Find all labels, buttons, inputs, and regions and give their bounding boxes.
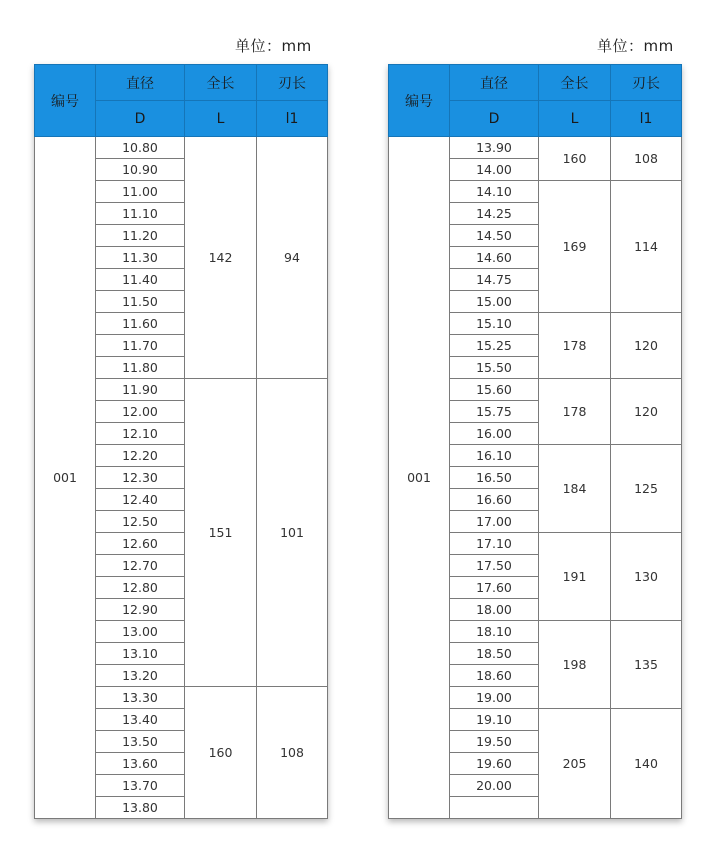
- diameter-cell: 18.60: [450, 665, 539, 687]
- header-diameter-symbol: D: [96, 101, 185, 137]
- diameter-cell: 12.60: [96, 533, 185, 555]
- diameter-cell: 15.50: [450, 357, 539, 379]
- diameter-cell: 12.40: [96, 489, 185, 511]
- header-id: 编号: [35, 65, 96, 137]
- diameter-cell: 18.00: [450, 599, 539, 621]
- spec-table-right: [388, 64, 682, 819]
- id-cell: 001: [35, 137, 96, 819]
- diameter-cell: 13.50: [96, 731, 185, 753]
- diameter-cell: 12.10: [96, 423, 185, 445]
- length-cell: 151: [185, 379, 257, 687]
- header-diameter: 直径: [96, 65, 185, 101]
- diameter-cell: 11.80: [96, 357, 185, 379]
- header-length-symbol: L: [185, 101, 257, 137]
- diameter-cell: 17.50: [450, 555, 539, 577]
- diameter-cell: 11.70: [96, 335, 185, 357]
- diameter-cell: 13.40: [96, 709, 185, 731]
- diameter-cell: 11.00: [96, 181, 185, 203]
- table-row: [35, 137, 328, 159]
- diameter-cell: 12.90: [96, 599, 185, 621]
- diameter-cell: 14.10: [450, 181, 539, 203]
- diameter-cell: 13.80: [96, 797, 185, 819]
- diameter-cell: 14.25: [450, 203, 539, 225]
- spec-table-left: [34, 64, 328, 819]
- blade-length-cell: 140: [611, 709, 682, 819]
- diameter-cell: 11.30: [96, 247, 185, 269]
- diameter-cell: 12.80: [96, 577, 185, 599]
- blade-length-cell: 130: [611, 533, 682, 621]
- diameter-cell: 15.75: [450, 401, 539, 423]
- length-cell: 169: [539, 181, 611, 313]
- table-body: [389, 137, 682, 819]
- blade-length-cell: 108: [257, 687, 328, 819]
- length-cell: 191: [539, 533, 611, 621]
- diameter-cell: 11.50: [96, 291, 185, 313]
- diameter-cell: 13.90: [450, 137, 539, 159]
- diameter-cell: 14.50: [450, 225, 539, 247]
- unit-label-right: 单位：mm: [597, 37, 674, 55]
- diameter-cell: 15.10: [450, 313, 539, 335]
- header-blade-symbol: l1: [257, 101, 328, 137]
- header-length: 全长: [539, 65, 611, 101]
- diameter-cell: 19.10: [450, 709, 539, 731]
- diameter-cell: 11.20: [96, 225, 185, 247]
- length-cell: 160: [539, 137, 611, 181]
- diameter-cell: 16.60: [450, 489, 539, 511]
- diameter-cell: 12.20: [96, 445, 185, 467]
- diameter-cell: 11.90: [96, 379, 185, 401]
- diameter-cell: 17.00: [450, 511, 539, 533]
- diameter-cell: 10.80: [96, 137, 185, 159]
- length-cell: 178: [539, 313, 611, 379]
- diameter-cell: 20.00: [450, 775, 539, 797]
- diameter-cell: 13.10: [96, 643, 185, 665]
- header-id: 编号: [389, 65, 450, 137]
- diameter-cell: 15.60: [450, 379, 539, 401]
- diameter-cell: 17.10: [450, 533, 539, 555]
- header-diameter-symbol: D: [450, 101, 539, 137]
- diameter-cell: 18.10: [450, 621, 539, 643]
- header-blade-length: 刃长: [257, 65, 328, 101]
- diameter-cell: 13.00: [96, 621, 185, 643]
- diameter-cell: 13.30: [96, 687, 185, 709]
- header-blade-symbol: l1: [611, 101, 682, 137]
- header-blade-length: 刃长: [611, 65, 682, 101]
- diameter-cell: 12.70: [96, 555, 185, 577]
- blade-length-cell: 120: [611, 379, 682, 445]
- diameter-cell: 16.50: [450, 467, 539, 489]
- diameter-cell: 19.50: [450, 731, 539, 753]
- diameter-cell: 11.10: [96, 203, 185, 225]
- diameter-cell: 17.60: [450, 577, 539, 599]
- diameter-cell: 15.00: [450, 291, 539, 313]
- diameter-cell: 16.10: [450, 445, 539, 467]
- diameter-cell: 19.60: [450, 753, 539, 775]
- blade-length-cell: 125: [611, 445, 682, 533]
- header-length: 全长: [185, 65, 257, 101]
- diameter-cell: 15.25: [450, 335, 539, 357]
- length-cell: 160: [185, 687, 257, 819]
- table-row: [389, 137, 682, 159]
- blade-length-cell: 114: [611, 181, 682, 313]
- diameter-cell: 10.90: [96, 159, 185, 181]
- blade-length-cell: 135: [611, 621, 682, 709]
- id-cell: 001: [389, 137, 450, 819]
- diameter-cell: 13.60: [96, 753, 185, 775]
- diameter-cell: 14.60: [450, 247, 539, 269]
- length-cell: 184: [539, 445, 611, 533]
- header-length-symbol: L: [539, 101, 611, 137]
- length-cell: 142: [185, 137, 257, 379]
- blade-length-cell: 94: [257, 137, 328, 379]
- diameter-cell: 18.50: [450, 643, 539, 665]
- table-body: [35, 137, 328, 819]
- unit-label-left: 单位：mm: [235, 37, 312, 55]
- diameter-cell: 12.30: [96, 467, 185, 489]
- length-cell: 178: [539, 379, 611, 445]
- length-cell: 205: [539, 709, 611, 819]
- diameter-cell: 11.60: [96, 313, 185, 335]
- diameter-cell: 16.00: [450, 423, 539, 445]
- diameter-cell: [450, 797, 539, 819]
- diameter-cell: 12.50: [96, 511, 185, 533]
- length-cell: 198: [539, 621, 611, 709]
- blade-length-cell: 101: [257, 379, 328, 687]
- diameter-cell: 14.75: [450, 269, 539, 291]
- blade-length-cell: 108: [611, 137, 682, 181]
- blade-length-cell: 120: [611, 313, 682, 379]
- diameter-cell: 19.00: [450, 687, 539, 709]
- diameter-cell: 14.00: [450, 159, 539, 181]
- diameter-cell: 13.70: [96, 775, 185, 797]
- header-diameter: 直径: [450, 65, 539, 101]
- diameter-cell: 13.20: [96, 665, 185, 687]
- diameter-cell: 11.40: [96, 269, 185, 291]
- diameter-cell: 12.00: [96, 401, 185, 423]
